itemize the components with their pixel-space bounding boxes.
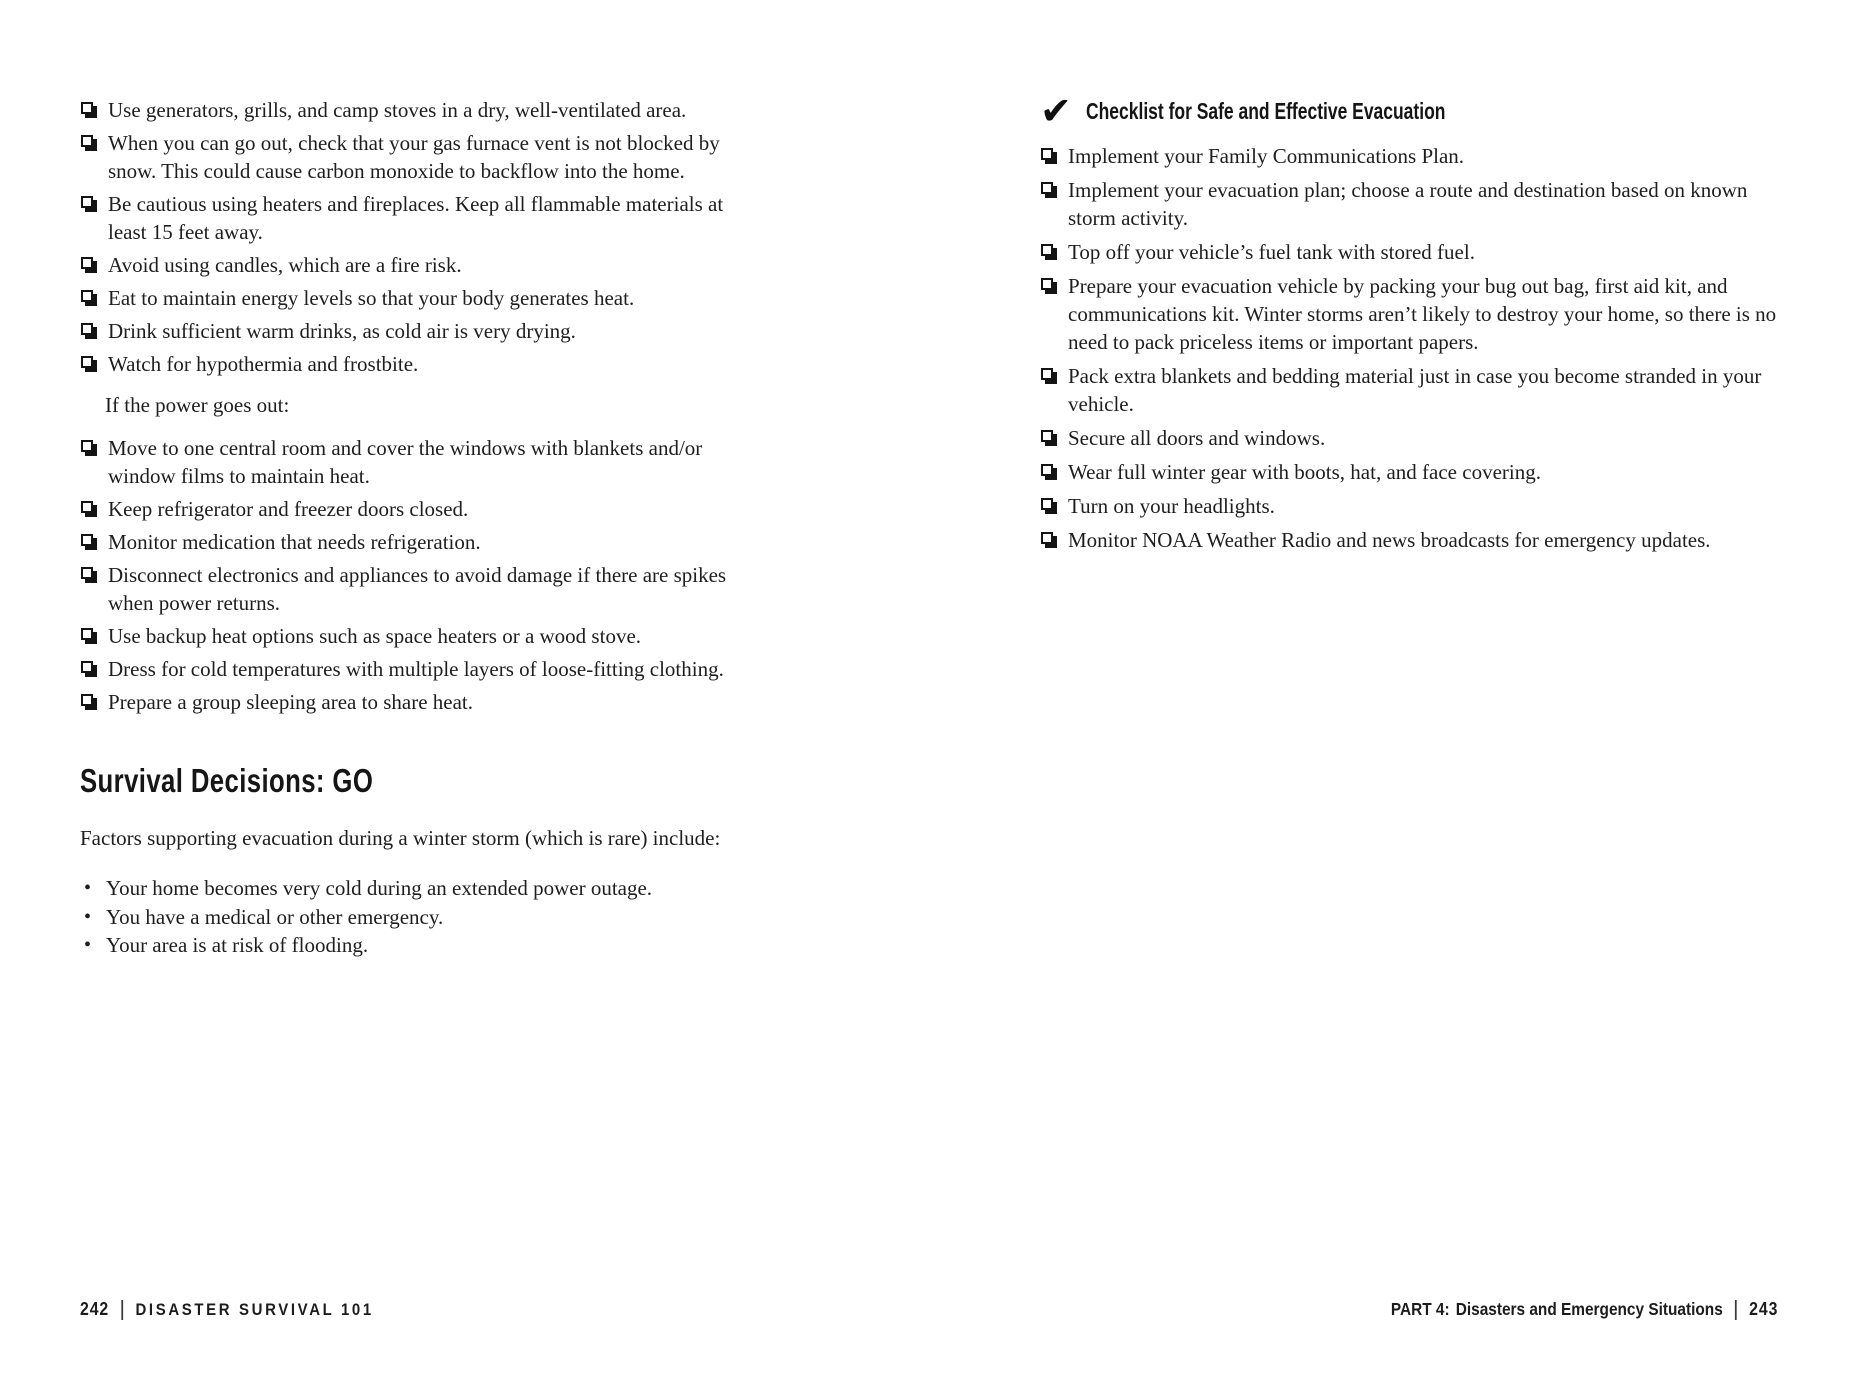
footer-divider — [121, 1300, 123, 1320]
checkbox-icon — [1041, 430, 1053, 442]
list-item-text: Monitor medication that needs refrigeration. — [108, 530, 481, 554]
list-item — [80, 495, 744, 523]
checkbox-icon — [81, 501, 93, 513]
part-title: Disasters and Emergency Situations — [1455, 1299, 1723, 1319]
list-item — [80, 622, 744, 650]
checkbox-icon — [81, 196, 93, 208]
checklist-heading: Checklist for Safe and Effective Evacuation — [1085, 97, 1446, 124]
power-outage-checklist — [80, 434, 744, 716]
checkbox-icon — [1041, 278, 1053, 290]
list-item — [1040, 458, 1788, 486]
checkbox-icon — [81, 257, 93, 269]
list-item-text: Drink sufficient warm drinks, as cold air is very drying. — [108, 319, 576, 343]
book-title: DISASTER SURVIVAL 101 — [135, 1299, 374, 1319]
checkbox-icon — [1041, 244, 1053, 256]
list-item: • Your area is at risk of flooding. — [106, 931, 744, 960]
list-item-text: Wear full winter gear with boots, hat, and face covering. — [1068, 460, 1541, 484]
checkbox-icon — [81, 567, 93, 579]
list-item-text: Pack extra blankets and bedding material just in case you become stranded in your vehicle. — [1068, 364, 1762, 416]
section-intro: Factors supporting evacuation during a winter storm (which is rare) include: — [80, 826, 721, 850]
left-page-footer — [80, 1299, 374, 1320]
list-item-text: Secure all doors and windows. — [1068, 426, 1326, 450]
list-item — [80, 96, 744, 124]
list-item — [1040, 272, 1788, 356]
part-label: PART 4: — [1390, 1299, 1450, 1319]
list-item-text: Avoid using candles, which are a fire risk. — [108, 253, 462, 277]
list-item — [1040, 176, 1788, 232]
list-item-text: Turn on your headlights. — [1068, 494, 1275, 518]
list-item-text: Use backup heat options such as space heaters or a wood stove. — [108, 624, 642, 648]
list-item — [80, 251, 744, 279]
winter-safety-checklist — [80, 96, 744, 378]
list-item-text: Move to one central room and cover the windows with blankets and/or window films to maintain heat. — [108, 436, 703, 488]
list-item — [80, 190, 744, 246]
list-item — [1040, 424, 1788, 452]
checkbox-icon — [81, 694, 93, 706]
footer-divider — [1735, 1300, 1737, 1320]
evacuation-factors-list — [80, 874, 744, 960]
left-page — [80, 96, 744, 960]
checkbox-icon — [81, 440, 93, 452]
checkbox-icon — [81, 628, 93, 640]
list-item — [1040, 142, 1788, 170]
list-item-text: Implement your Family Communications Plan. — [1068, 144, 1465, 168]
page-number: 243 — [1748, 1299, 1778, 1319]
list-item — [80, 655, 744, 683]
checkbox-icon — [1041, 498, 1053, 510]
checkbox-icon — [81, 356, 93, 368]
list-item-text: Keep refrigerator and freezer doors closed. — [108, 497, 469, 521]
list-item-text: Prepare your evacuation vehicle by packing your bug out bag, first aid kit, and communications kit. Winter storms aren’t likely to destroy your home, so there is no need to pack priceless items or important papers. — [1068, 274, 1777, 354]
list-item — [80, 528, 744, 556]
list-item-text: Eat to maintain energy levels so that your body generates heat. — [108, 286, 635, 310]
section-heading: Survival Decisions: GO — [80, 762, 374, 799]
list-item-text: Top off your vehicle’s fuel tank with stored fuel. — [1068, 240, 1475, 264]
list-item: • Your home becomes very cold during an extended power outage. — [106, 874, 744, 903]
list-item-text: Watch for hypothermia and frostbite. — [108, 352, 419, 376]
page-number: 242 — [80, 1299, 110, 1319]
list-item — [1040, 492, 1788, 520]
checkbox-icon — [81, 323, 93, 335]
list-item: • You have a medical or other emergency. — [106, 903, 744, 932]
list-item-text: Use generators, grills, and camp stoves in a dry, well-ventilated area. — [108, 98, 687, 122]
list-item — [80, 129, 744, 185]
list-item-text: When you can go out, check that your gas furnace vent is not blocked by snow. This could cause carbon monoxide to backflow into the home. — [108, 131, 720, 183]
list-item — [80, 688, 744, 716]
list-item-text: Dress for cold temperatures with multiple layers of loose-fitting clothing. — [108, 657, 724, 681]
evacuation-checklist — [1040, 142, 1788, 554]
list-item-text: Be cautious using heaters and fireplaces. Keep all flammable materials at least 15 feet away. — [108, 192, 724, 244]
list-item-text: Monitor NOAA Weather Radio and news broadcasts for emergency updates. — [1068, 528, 1711, 552]
checkbox-icon — [81, 534, 93, 546]
list-item — [80, 317, 744, 345]
checkbox-icon — [81, 102, 93, 114]
list-item-text: Implement your evacuation plan; choose a route and destination based on known storm activity. — [1068, 178, 1748, 230]
checkbox-icon — [1041, 368, 1053, 380]
right-page-footer — [1391, 1299, 1778, 1320]
checkmark-icon: ✔ — [1040, 89, 1072, 133]
checkbox-icon — [1041, 532, 1053, 544]
list-item — [1040, 526, 1788, 554]
right-page — [1040, 90, 1788, 560]
list-item — [1040, 238, 1788, 266]
checkbox-icon — [81, 661, 93, 673]
checkbox-icon — [1041, 464, 1053, 476]
list-item-text: Disconnect electronics and appliances to avoid damage if there are spikes when power returns. — [108, 563, 727, 615]
checkbox-icon — [81, 290, 93, 302]
checklist-heading-row — [1040, 90, 1788, 132]
list-item-text: Prepare a group sleeping area to share heat. — [108, 690, 473, 714]
list-item — [80, 561, 744, 617]
checkbox-icon — [1041, 182, 1053, 194]
checkbox-icon — [81, 135, 93, 147]
list-item — [1040, 362, 1788, 418]
list-item — [80, 284, 744, 312]
power-out-subheading: If the power goes out: — [105, 393, 290, 417]
list-item — [80, 350, 744, 378]
checkbox-icon — [1041, 148, 1053, 160]
list-item — [80, 434, 744, 490]
